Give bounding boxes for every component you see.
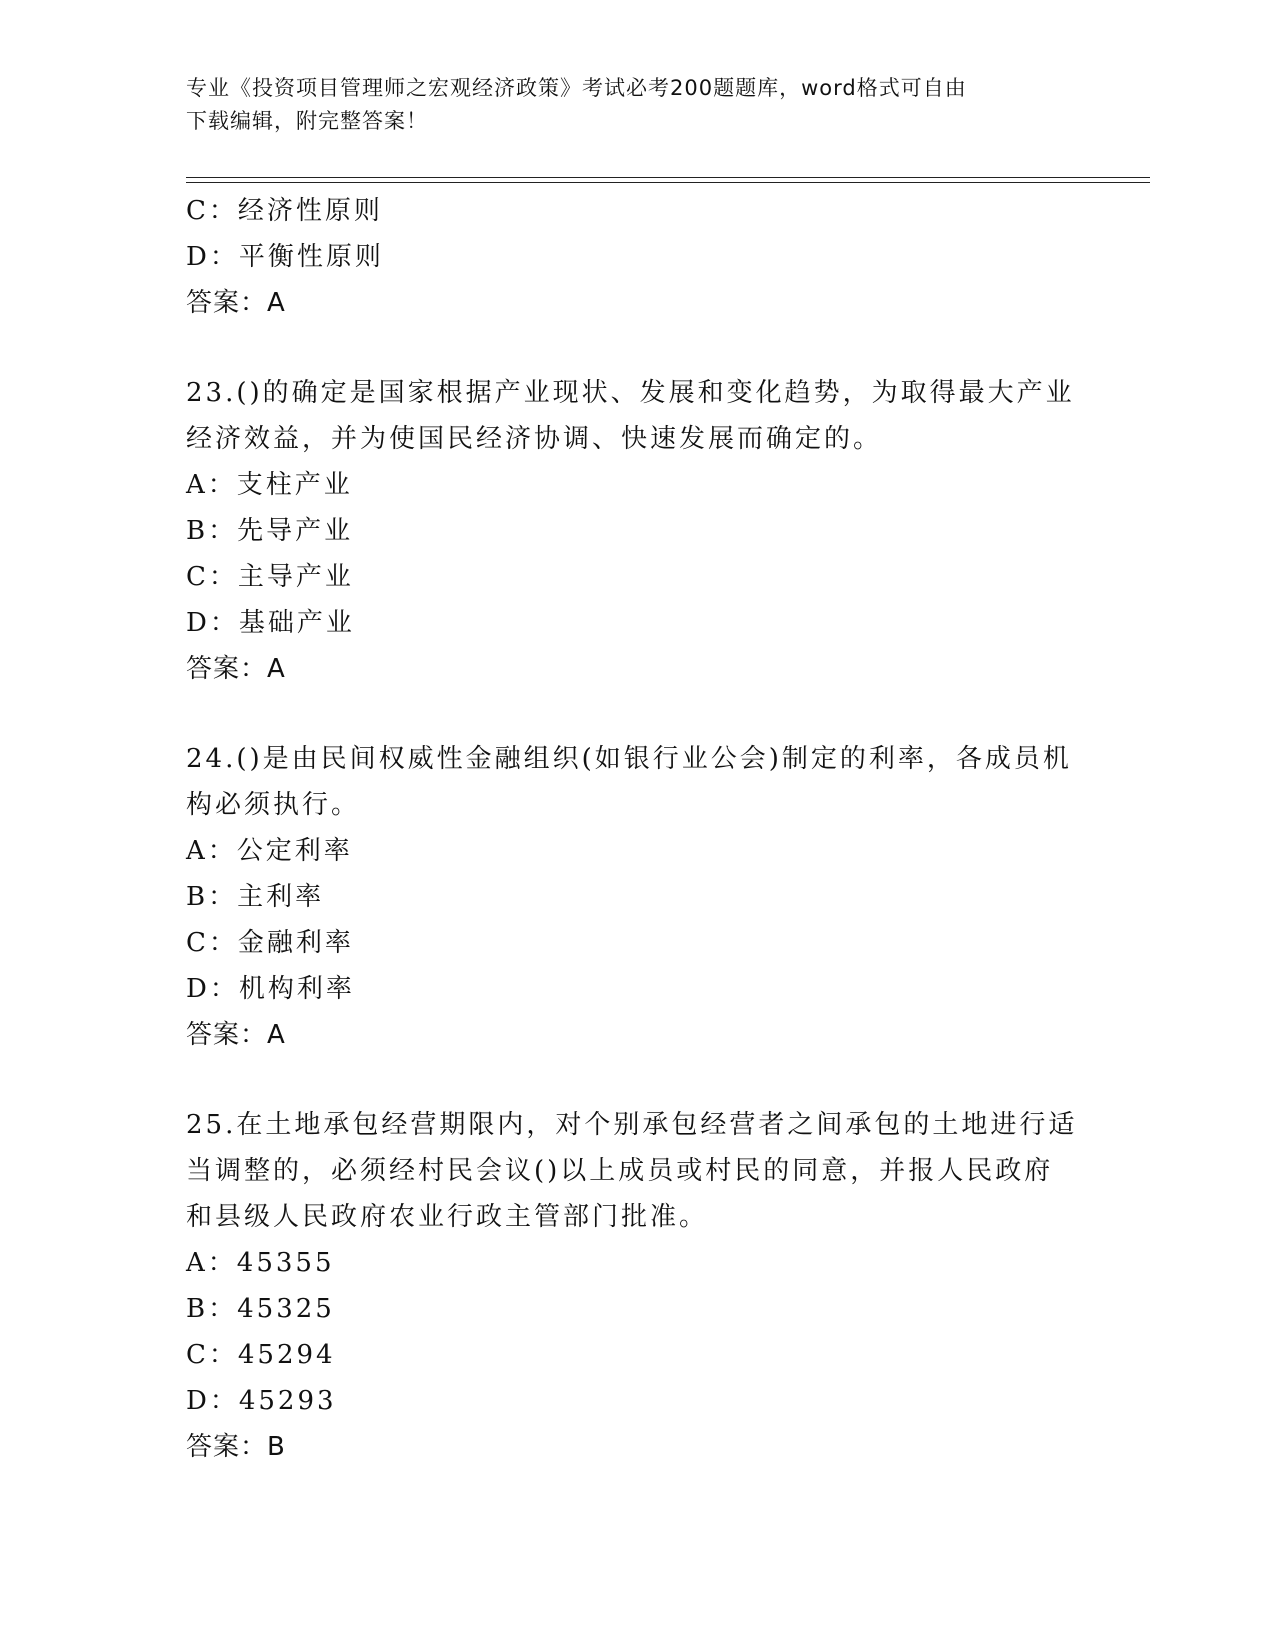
option-a: A：公定利率	[186, 836, 353, 866]
option-c: C：45294	[186, 1340, 336, 1370]
question-23	[186, 370, 1086, 692]
option-b: B：45325	[186, 1294, 335, 1324]
question-stem-line-1: 23.()的确定是国家根据产业现状、发展和变化趋势，为取得最大产业	[186, 378, 1075, 408]
spacer	[186, 326, 1086, 370]
question-stem-line-1: 25.在土地承包经营期限内，对个别承包经营者之间承包的土地进行适	[186, 1110, 1078, 1140]
question-stem-line-1: 24.()是由民间权威性金融组织(如银行业公会)制定的利率，各成员机	[186, 744, 1072, 774]
option-a: A：45355	[186, 1248, 335, 1278]
option-d: D：45293	[186, 1386, 337, 1416]
answer-text: 答案：A	[186, 1020, 286, 1050]
header-line-1: 专业《投资项目管理师之宏观经济政策》考试必考200题题库，word格式可自由	[186, 76, 967, 100]
header-rule-top	[186, 177, 1150, 178]
question-stem-line-2: 当调整的，必须经村民会议()以上成员或村民的同意，并报人民政府	[186, 1156, 1054, 1186]
question-stem-line-2: 经济效益，并为使国民经济协调、快速发展而确定的。	[186, 424, 883, 454]
option-d: D：基础产业	[186, 608, 355, 638]
question-stem-line-3: 和县级人民政府农业行政主管部门批准。	[186, 1202, 709, 1232]
option-d: D：机构利率	[186, 974, 355, 1004]
spacer	[186, 1058, 1086, 1102]
option-b: B：主利率	[186, 882, 325, 912]
header-rule-bottom	[186, 182, 1150, 183]
question-24	[186, 736, 1086, 1058]
question-22-tail	[186, 188, 1086, 326]
document-header	[186, 72, 1066, 138]
question-stem-line-2: 构必须执行。	[186, 790, 361, 820]
option-a: A：支柱产业	[186, 470, 353, 500]
spacer	[186, 692, 1086, 736]
option-b: B：先导产业	[186, 516, 354, 546]
question-list	[186, 188, 1086, 1470]
answer-text: 答案：A	[186, 288, 286, 318]
option-c: C：主导产业	[186, 562, 354, 592]
answer-text: 答案：A	[186, 654, 286, 684]
option-c: C：经济性原则	[186, 196, 383, 226]
option-c: C：金融利率	[186, 928, 354, 958]
question-25	[186, 1102, 1086, 1470]
answer-text: 答案：B	[186, 1432, 286, 1462]
header-line-2: 下载编辑，附完整答案！	[186, 109, 428, 133]
option-d: D：平衡性原则	[186, 242, 384, 272]
